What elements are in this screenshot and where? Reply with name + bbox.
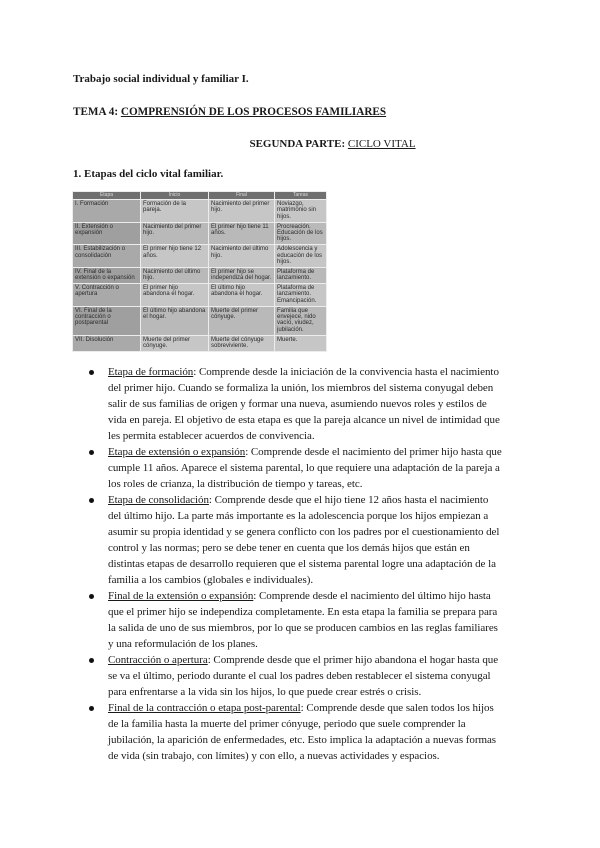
stage-description: : Comprende desde que el hijo tiene 12 años hasta el nacimiento del último hijo. La parte más importante es la adolescencia porque los hijos empiezan a asumir su propia identidad y se genera conflicto con los padres por el cuestionamiento del control y las normas; pero se debe tener en cuenta que los demás hijos que están en distintas etapas de desarrollo requieren que el sistema parental logre una adaptación de la familia a los cambios (globales e individuales). bbox=[108, 494, 500, 586]
table-cell: Muerte del cónyuge sobreviviente. bbox=[209, 335, 275, 351]
bullet-icon bbox=[89, 594, 94, 599]
section-title: Etapas del ciclo vital familiar. bbox=[84, 168, 224, 180]
table-cell: Muerte. bbox=[275, 335, 327, 351]
stage-description: : Comprende desde la iniciación de la convivencia hasta el nacimiento del primer hijo. Cuando se formaliza la unión, los miembros del sistema conyugal deben salir de sus familias de origen y formar una nueva, asumiendo nuevos roles y estilos de vida en pareja. El objetivo de esta etapa es que la pareja alcance un nivel de intimidad que les permita establecer acuerdos de convivencia. bbox=[108, 366, 500, 442]
stage-description: : Comprende desde el nacimiento del primer hijo hasta que cumple 11 años. Aparece el sistema parental, lo que requiere una adaptación de la pareja a los roles de crianza, la distribución de tiempo y tareas, etc. bbox=[108, 446, 502, 490]
stage-term: Final de la contracción o etapa post-parental bbox=[108, 702, 301, 714]
stage-term: Final de la extensión o expansión bbox=[108, 590, 254, 602]
bullet-icon bbox=[89, 658, 94, 663]
table-cell: IV. Final de la extensión o expansión bbox=[73, 267, 141, 283]
stage-term: Etapa de consolidación bbox=[108, 494, 209, 506]
part-prefix: SEGUNDA PARTE: bbox=[249, 138, 346, 150]
table-header-row bbox=[73, 192, 327, 200]
table-cell: El primer hijo se independiza del hogar. bbox=[209, 267, 275, 283]
table-cell: VII. Disolución bbox=[73, 335, 141, 351]
table-cell: Nacimiento del último hijo. bbox=[141, 267, 209, 283]
bullet-icon bbox=[89, 450, 94, 455]
stage-term: Contracción o apertura bbox=[108, 654, 208, 666]
table-cell: Adolescencia y educación de los hijos. bbox=[275, 245, 327, 268]
topic-title: COMPRENSIÓN DE LOS PROCESOS FAMILIARES bbox=[120, 106, 387, 118]
list-item bbox=[108, 588, 502, 652]
stage-term: Etapa de formación bbox=[108, 366, 194, 378]
table-row bbox=[73, 306, 327, 335]
table-header-cell: Etapa bbox=[73, 192, 141, 200]
topic-prefix: TEMA 4: bbox=[73, 106, 119, 118]
table-header-cell: Final bbox=[209, 192, 275, 200]
bullet-icon bbox=[89, 706, 94, 711]
table-cell: Procreación. Educación de los hijos. bbox=[275, 222, 327, 245]
table-cell: II. Extensión o expansión bbox=[73, 222, 141, 245]
stage-description: : Comprende desde el nacimiento del último hijo hasta que el primer hijo se independiza completamente. En esta etapa la familia se prepara para la salida de uno de sus miembros, por lo que se producen cambios en las reglas familiares y una reformulación de los planes. bbox=[108, 590, 498, 650]
stage-description: : Comprende desde que salen todos los hijos de la familia hasta la muerte del primer cónyuge, periodo que suele comprender la jubilación, la aparición de enfermedades, etc. Esto implica la adaptación a nuevas formas de vida (sin trabajo, con límites) y con ello, a nuevas actividades y espacios. bbox=[108, 702, 497, 762]
table-row bbox=[73, 245, 327, 268]
part-heading bbox=[0, 138, 600, 150]
table-cell: Nacimiento del primer hijo. bbox=[141, 222, 209, 245]
table-cell: Nacimiento del primer hijo. bbox=[209, 200, 275, 223]
table-header-cell: Tareas bbox=[275, 192, 327, 200]
list-item bbox=[108, 364, 502, 444]
table-cell: El último hijo abandona el hogar. bbox=[141, 306, 209, 335]
part-title: CICLO VITAL bbox=[347, 138, 416, 150]
stage-term: Etapa de extensión o expansión bbox=[108, 446, 246, 458]
table-cell: Muerte del primer cónyuge. bbox=[141, 335, 209, 351]
table-cell: Nacimiento del último hijo. bbox=[209, 245, 275, 268]
table-row bbox=[73, 335, 327, 351]
table-row bbox=[73, 200, 327, 223]
course-title: Trabajo social individual y familiar I. bbox=[73, 73, 249, 85]
section-heading bbox=[73, 168, 223, 180]
list-item bbox=[108, 700, 502, 764]
table-cell: Muerte del primer cónyuge. bbox=[209, 306, 275, 335]
table-cell: Plataforma de lanzamiento. bbox=[275, 267, 327, 283]
table-header-cell: Inicio bbox=[141, 192, 209, 200]
table-cell: Noviazgo, matrimonio sin hijos. bbox=[275, 200, 327, 223]
list-item bbox=[108, 492, 502, 588]
table-cell: El primer hijo abandona el hogar. bbox=[141, 284, 209, 307]
table-cell: Plataforma de lanzamiento. Emancipación. bbox=[275, 284, 327, 307]
list-item bbox=[108, 652, 502, 700]
table-row bbox=[73, 267, 327, 283]
stage-description: : Comprende desde que el primer hijo abandona el hogar hasta que se va el último, periodo durante el cual los padres deben restablecer el sistema conyugal para enfrentarse a la vida sin los hijos, lo que puede crear estrés o crisis. bbox=[108, 654, 499, 698]
stages-table-image bbox=[72, 191, 327, 352]
table-cell: VI. Final de la contracción o postparental bbox=[73, 306, 141, 335]
table-cell: I. Formación bbox=[73, 200, 141, 223]
table-row bbox=[73, 284, 327, 307]
table-cell: Formación de la pareja. bbox=[141, 200, 209, 223]
table-row bbox=[73, 222, 327, 245]
table-cell: V. Contracción o apertura bbox=[73, 284, 141, 307]
table-cell: El primer hijo tiene 11 años. bbox=[209, 222, 275, 245]
table-cell: III. Estabilización o consolidación bbox=[73, 245, 141, 268]
stages-bullet-list bbox=[108, 364, 502, 764]
table-cell: El primer hijo tiene 12 años. bbox=[141, 245, 209, 268]
topic-heading bbox=[73, 106, 386, 118]
bullet-icon bbox=[89, 498, 94, 503]
section-number: 1. bbox=[73, 168, 82, 180]
table-cell: El último hijo abandona el hogar. bbox=[209, 284, 275, 307]
list-item bbox=[108, 444, 502, 492]
table-cell: Familia que envejece, nido vacío, viudez, jubilación. bbox=[275, 306, 327, 335]
bullet-icon bbox=[89, 370, 94, 375]
